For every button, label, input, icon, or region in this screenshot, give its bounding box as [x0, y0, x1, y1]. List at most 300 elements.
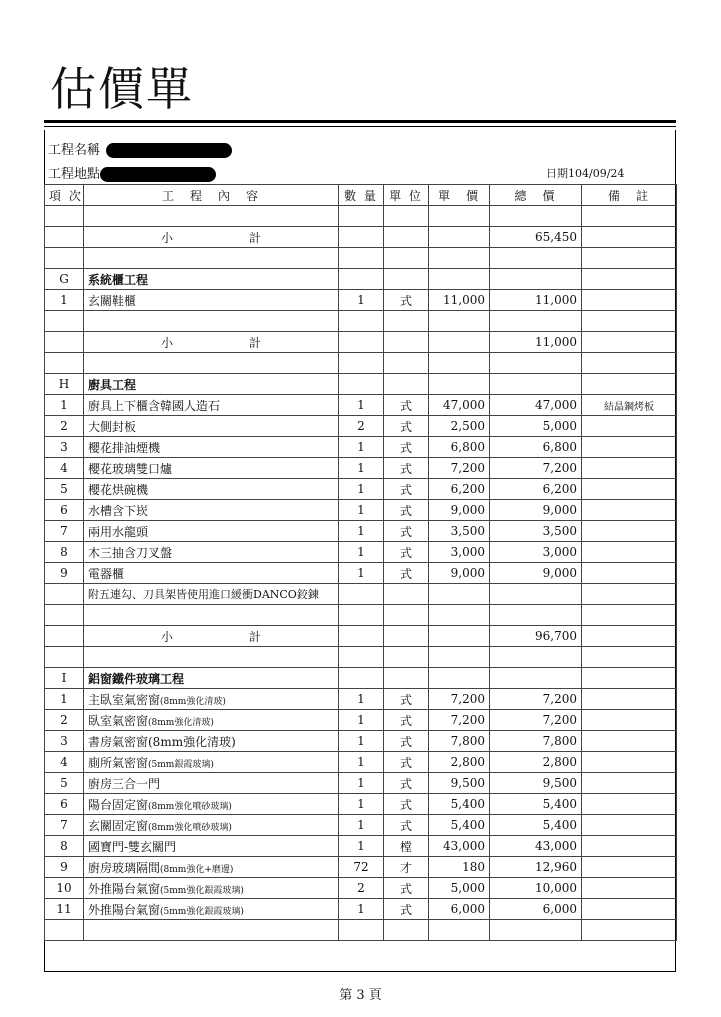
- item-unit: 式: [384, 290, 429, 311]
- item-note: [582, 857, 677, 878]
- item-total: 7,200: [490, 458, 582, 479]
- section-letter: I: [45, 668, 84, 689]
- item-number: 10: [45, 878, 84, 899]
- item-total: 7,200: [490, 710, 582, 731]
- col-total-header: 總 價: [490, 185, 582, 206]
- table-header-row: [45, 185, 677, 206]
- item-description: [84, 416, 339, 437]
- item-unit-price: 6,000: [429, 899, 490, 920]
- item-number: 8: [45, 542, 84, 563]
- empty-cell: [429, 920, 490, 941]
- item-name: 兩用水龍頭: [88, 524, 149, 539]
- item-name: 櫻花排油煙機: [88, 440, 161, 455]
- col-qty-header: 數 量: [339, 185, 384, 206]
- document-title: 估價單: [50, 62, 194, 116]
- empty-cell: [339, 206, 384, 227]
- item-description: [84, 479, 339, 500]
- empty-cell: [490, 605, 582, 626]
- empty-cell: [582, 584, 677, 605]
- item-quantity: 1: [339, 899, 384, 920]
- item-unit: 式: [384, 899, 429, 920]
- item-total: 6,200: [490, 479, 582, 500]
- subtotal-value: 65,450: [490, 227, 582, 248]
- item-number: 3: [45, 437, 84, 458]
- item-note: [582, 815, 677, 836]
- item-note: [582, 710, 677, 731]
- item-note: [582, 437, 677, 458]
- table-row: [45, 416, 677, 437]
- item-name: 櫻花玻璃雙口爐: [88, 461, 173, 476]
- empty-cell: [384, 227, 429, 248]
- item-note: [582, 290, 677, 311]
- item-unit: 才: [384, 857, 429, 878]
- item-name: 外推陽台氣窗: [88, 902, 161, 917]
- blank-row: [45, 605, 677, 626]
- empty-cell: [84, 920, 339, 941]
- empty-cell: [582, 626, 677, 647]
- item-description: [84, 710, 339, 731]
- item-unit-price: 11,000: [429, 290, 490, 311]
- item-note: [582, 731, 677, 752]
- item-quantity: 1: [339, 479, 384, 500]
- item-unit-price: 2,800: [429, 752, 490, 773]
- empty-cell: [582, 269, 677, 290]
- empty-cell: [339, 269, 384, 290]
- item-unit: 式: [384, 500, 429, 521]
- item-note: [582, 689, 677, 710]
- section-row: [45, 269, 677, 290]
- empty-cell: [429, 668, 490, 689]
- empty-cell: [582, 668, 677, 689]
- item-number: 3: [45, 731, 84, 752]
- blank-row: [45, 248, 677, 269]
- section-row: [45, 668, 677, 689]
- empty-cell: [582, 206, 677, 227]
- empty-cell: [384, 647, 429, 668]
- empty-cell: [582, 227, 677, 248]
- item-unit: 樘: [384, 836, 429, 857]
- empty-cell: [339, 353, 384, 374]
- empty-cell: [45, 311, 84, 332]
- item-unit: 式: [384, 458, 429, 479]
- item-unit: 式: [384, 563, 429, 584]
- item-description: [84, 857, 339, 878]
- empty-cell: [429, 626, 490, 647]
- item-quantity: 72: [339, 857, 384, 878]
- item-description: [84, 500, 339, 521]
- item-number: 9: [45, 857, 84, 878]
- item-unit-price: 9,000: [429, 500, 490, 521]
- item-quantity: 1: [339, 458, 384, 479]
- table-row: [45, 542, 677, 563]
- empty-cell: [490, 584, 582, 605]
- item-unit-price: 7,800: [429, 731, 490, 752]
- item-unit-price: 180: [429, 857, 490, 878]
- item-total: 5,400: [490, 815, 582, 836]
- item-number: 1: [45, 689, 84, 710]
- item-name: 廚房三合一門: [88, 776, 161, 791]
- item-total: 6,000: [490, 899, 582, 920]
- item-spec: (5mm銀霞玻璃): [148, 759, 214, 770]
- item-name: 外推陽台氣窗: [88, 881, 161, 896]
- empty-cell: [582, 647, 677, 668]
- item-number: 5: [45, 773, 84, 794]
- empty-cell: [339, 668, 384, 689]
- empty-cell: [84, 206, 339, 227]
- item-number: 6: [45, 794, 84, 815]
- item-description: [84, 794, 339, 815]
- item-total: 12,960: [490, 857, 582, 878]
- empty-cell: [84, 248, 339, 269]
- item-quantity: 1: [339, 752, 384, 773]
- empty-cell: [384, 353, 429, 374]
- table-row: [45, 794, 677, 815]
- item-unit: 式: [384, 542, 429, 563]
- empty-cell: [429, 311, 490, 332]
- item-description: [84, 437, 339, 458]
- item-total: 43,000: [490, 836, 582, 857]
- table-row: [45, 479, 677, 500]
- item-number: 9: [45, 563, 84, 584]
- item-description: [84, 458, 339, 479]
- empty-cell: [339, 605, 384, 626]
- table-row: [45, 437, 677, 458]
- item-unit-price: 2,500: [429, 416, 490, 437]
- empty-cell: [429, 374, 490, 395]
- item-unit-price: 7,200: [429, 458, 490, 479]
- empty-cell: [582, 248, 677, 269]
- item-note: [582, 458, 677, 479]
- item-number: 11: [45, 899, 84, 920]
- item-note: [582, 563, 677, 584]
- empty-cell: [582, 374, 677, 395]
- item-note: [582, 836, 677, 857]
- empty-cell: [429, 332, 490, 353]
- empty-cell: [582, 332, 677, 353]
- item-description: [84, 689, 339, 710]
- item-unit: 式: [384, 710, 429, 731]
- item-quantity: 1: [339, 395, 384, 416]
- item-quantity: 1: [339, 731, 384, 752]
- empty-cell: [339, 626, 384, 647]
- subtotal-label-cell: [84, 227, 339, 248]
- blank-row: [45, 311, 677, 332]
- empty-cell: [84, 311, 339, 332]
- empty-cell: [582, 920, 677, 941]
- item-name: 國寶門-雙玄關門: [88, 839, 177, 854]
- item-number: 8: [45, 836, 84, 857]
- item-note: [582, 479, 677, 500]
- item-unit: 式: [384, 437, 429, 458]
- item-note: [582, 416, 677, 437]
- project-site-row: [48, 163, 216, 182]
- item-spec: (8mm強化清玻): [148, 717, 214, 728]
- item-total: 3,500: [490, 521, 582, 542]
- item-number: 6: [45, 500, 84, 521]
- table-row: [45, 521, 677, 542]
- item-unit-price: 9,000: [429, 563, 490, 584]
- empty-cell: [429, 206, 490, 227]
- item-description: [84, 563, 339, 584]
- empty-cell: [45, 647, 84, 668]
- section-title: 廚具工程: [84, 374, 339, 395]
- item-description: [84, 290, 339, 311]
- table-row: [45, 773, 677, 794]
- item-unit-price: 7,200: [429, 710, 490, 731]
- item-description: [84, 815, 339, 836]
- empty-cell: [582, 353, 677, 374]
- empty-cell: [490, 374, 582, 395]
- subtotal-row: [45, 332, 677, 353]
- item-quantity: 1: [339, 773, 384, 794]
- table-row: [45, 395, 677, 416]
- empty-cell: [339, 647, 384, 668]
- item-description: [84, 542, 339, 563]
- col-note-header: 備 註: [582, 185, 677, 206]
- item-total: 2,800: [490, 752, 582, 773]
- quote-table: [44, 184, 677, 941]
- empty-cell: [339, 584, 384, 605]
- empty-cell: [45, 332, 84, 353]
- table-row: [45, 752, 677, 773]
- item-note: [582, 500, 677, 521]
- empty-cell: [45, 353, 84, 374]
- empty-cell: [384, 668, 429, 689]
- empty-cell: [582, 311, 677, 332]
- item-unit-price: 3,500: [429, 521, 490, 542]
- empty-cell: [84, 605, 339, 626]
- item-name: 主臥室氣密窗: [88, 692, 161, 707]
- table-row: [45, 878, 677, 899]
- empty-cell: [490, 269, 582, 290]
- empty-cell: [429, 269, 490, 290]
- item-name: 電器櫃: [88, 566, 125, 581]
- item-spec: (5mm強化銀霞玻璃): [160, 906, 244, 917]
- item-unit: 式: [384, 815, 429, 836]
- item-unit-price: 5,000: [429, 878, 490, 899]
- subtotal-label: 小 計: [161, 629, 261, 644]
- empty-cell: [384, 269, 429, 290]
- subtotal-label-cell: [84, 626, 339, 647]
- subtotal-row: [45, 227, 677, 248]
- blank-row: [45, 206, 677, 227]
- empty-cell: [384, 626, 429, 647]
- table-row: [45, 857, 677, 878]
- item-unit: 式: [384, 395, 429, 416]
- item-quantity: 1: [339, 542, 384, 563]
- empty-cell: [45, 584, 84, 605]
- empty-cell: [582, 605, 677, 626]
- empty-cell: [490, 248, 582, 269]
- empty-cell: [339, 920, 384, 941]
- item-description: [84, 836, 339, 857]
- item-number: 1: [45, 290, 84, 311]
- empty-cell: [384, 374, 429, 395]
- empty-cell: [339, 311, 384, 332]
- project-name-row: [48, 139, 232, 158]
- section-row: [45, 374, 677, 395]
- empty-cell: [384, 206, 429, 227]
- subtotal-value: 96,700: [490, 626, 582, 647]
- empty-cell: [84, 353, 339, 374]
- item-number: 7: [45, 521, 84, 542]
- item-quantity: 1: [339, 521, 384, 542]
- item-unit-price: 3,000: [429, 542, 490, 563]
- item-description: [84, 521, 339, 542]
- item-name: 木三抽含刀叉盤: [88, 545, 173, 560]
- item-quantity: 2: [339, 878, 384, 899]
- empty-cell: [429, 584, 490, 605]
- note-row: [45, 584, 677, 605]
- item-quantity: 1: [339, 794, 384, 815]
- empty-cell: [490, 668, 582, 689]
- item-total: 5,000: [490, 416, 582, 437]
- item-spec: (8mm強化清玻): [160, 696, 226, 707]
- table-row: [45, 689, 677, 710]
- empty-cell: [429, 605, 490, 626]
- item-note: [582, 878, 677, 899]
- empty-cell: [490, 206, 582, 227]
- item-name: 廚房玻璃隔間: [88, 860, 161, 875]
- blank-row: [45, 647, 677, 668]
- empty-cell: [490, 311, 582, 332]
- empty-cell: [429, 227, 490, 248]
- item-total: 3,000: [490, 542, 582, 563]
- empty-cell: [490, 647, 582, 668]
- item-name: 水槽含下崁: [88, 503, 149, 518]
- item-unit: 式: [384, 689, 429, 710]
- empty-cell: [429, 353, 490, 374]
- table-row: [45, 458, 677, 479]
- item-number: 7: [45, 815, 84, 836]
- item-description: [84, 752, 339, 773]
- table-row: [45, 563, 677, 584]
- item-quantity: 2: [339, 416, 384, 437]
- empty-cell: [490, 353, 582, 374]
- empty-cell: [45, 248, 84, 269]
- subtotal-value: 11,000: [490, 332, 582, 353]
- item-total: 9,000: [490, 563, 582, 584]
- empty-cell: [490, 920, 582, 941]
- empty-cell: [339, 227, 384, 248]
- item-total: 9,000: [490, 500, 582, 521]
- item-spec: (8mm強化噴砂玻璃): [148, 822, 232, 833]
- item-note: [582, 794, 677, 815]
- item-unit-price: 7,200: [429, 689, 490, 710]
- title-rule: [44, 120, 676, 123]
- item-spec: (5mm強化銀霞玻璃): [160, 885, 244, 896]
- item-unit-price: 43,000: [429, 836, 490, 857]
- empty-cell: [384, 248, 429, 269]
- item-quantity: 1: [339, 563, 384, 584]
- empty-cell: [384, 311, 429, 332]
- item-number: 2: [45, 710, 84, 731]
- empty-cell: [45, 626, 84, 647]
- table-row: [45, 710, 677, 731]
- item-total: 5,400: [490, 794, 582, 815]
- item-unit-price: 47,000: [429, 395, 490, 416]
- col-price-header: 單 價: [429, 185, 490, 206]
- subtotal-label-cell: [84, 332, 339, 353]
- item-number: 4: [45, 458, 84, 479]
- empty-cell: [45, 227, 84, 248]
- item-description: [84, 899, 339, 920]
- project-name-label: 工程名稱: [48, 143, 101, 158]
- empty-cell: [384, 605, 429, 626]
- item-quantity: 1: [339, 815, 384, 836]
- item-number: 1: [45, 395, 84, 416]
- empty-cell: [384, 920, 429, 941]
- item-unit-price: 5,400: [429, 794, 490, 815]
- item-total: 6,800: [490, 437, 582, 458]
- item-quantity: 1: [339, 290, 384, 311]
- item-total: 7,800: [490, 731, 582, 752]
- item-quantity: 1: [339, 836, 384, 857]
- item-name: 玄關固定窗: [88, 818, 149, 833]
- col-unit-header: 單 位: [384, 185, 429, 206]
- table-row: [45, 899, 677, 920]
- item-unit: 式: [384, 878, 429, 899]
- item-name: 廚具上下櫃含韓國人造石: [88, 398, 221, 413]
- table-row: [45, 290, 677, 311]
- empty-cell: [45, 206, 84, 227]
- subtotal-row: [45, 626, 677, 647]
- item-spec: (8mm強化+磨邊): [160, 864, 234, 875]
- item-unit: 式: [384, 773, 429, 794]
- section-letter: G: [45, 269, 84, 290]
- item-note: [582, 899, 677, 920]
- item-quantity: 1: [339, 500, 384, 521]
- item-unit-price: 6,200: [429, 479, 490, 500]
- blank-row: [45, 353, 677, 374]
- item-total: 7,200: [490, 689, 582, 710]
- item-name: 廁所氣密窗: [88, 755, 149, 770]
- item-note: [582, 773, 677, 794]
- item-description: [84, 731, 339, 752]
- item-note: 結晶鋼烤板: [582, 395, 677, 416]
- project-site-label: 工程地點: [48, 167, 101, 182]
- item-description: [84, 878, 339, 899]
- section-title: 系統櫃工程: [84, 269, 339, 290]
- item-number: 4: [45, 752, 84, 773]
- item-unit-price: 6,800: [429, 437, 490, 458]
- empty-cell: [429, 248, 490, 269]
- item-unit-price: 9,500: [429, 773, 490, 794]
- item-name: 陽台固定窗: [88, 797, 149, 812]
- table-body: [45, 206, 677, 941]
- item-total: 47,000: [490, 395, 582, 416]
- col-no-header: 項 次: [45, 185, 84, 206]
- empty-cell: [84, 647, 339, 668]
- quote-date: 日期104/09/24: [546, 167, 625, 180]
- item-quantity: 1: [339, 710, 384, 731]
- item-number: 2: [45, 416, 84, 437]
- section-title: 鋁窗鐵件玻璃工程: [84, 668, 339, 689]
- empty-cell: [45, 605, 84, 626]
- item-unit: 式: [384, 479, 429, 500]
- title-rule-thin: [44, 126, 676, 127]
- item-name: 書房氣密窗(8mm強化清玻): [88, 734, 236, 749]
- item-unit: 式: [384, 752, 429, 773]
- section-letter: H: [45, 374, 84, 395]
- item-quantity: 1: [339, 437, 384, 458]
- item-unit-price: 5,400: [429, 815, 490, 836]
- empty-cell: [429, 647, 490, 668]
- item-description: [84, 395, 339, 416]
- empty-cell: [45, 920, 84, 941]
- item-total: 9,500: [490, 773, 582, 794]
- subtotal-label: 小 計: [161, 230, 261, 245]
